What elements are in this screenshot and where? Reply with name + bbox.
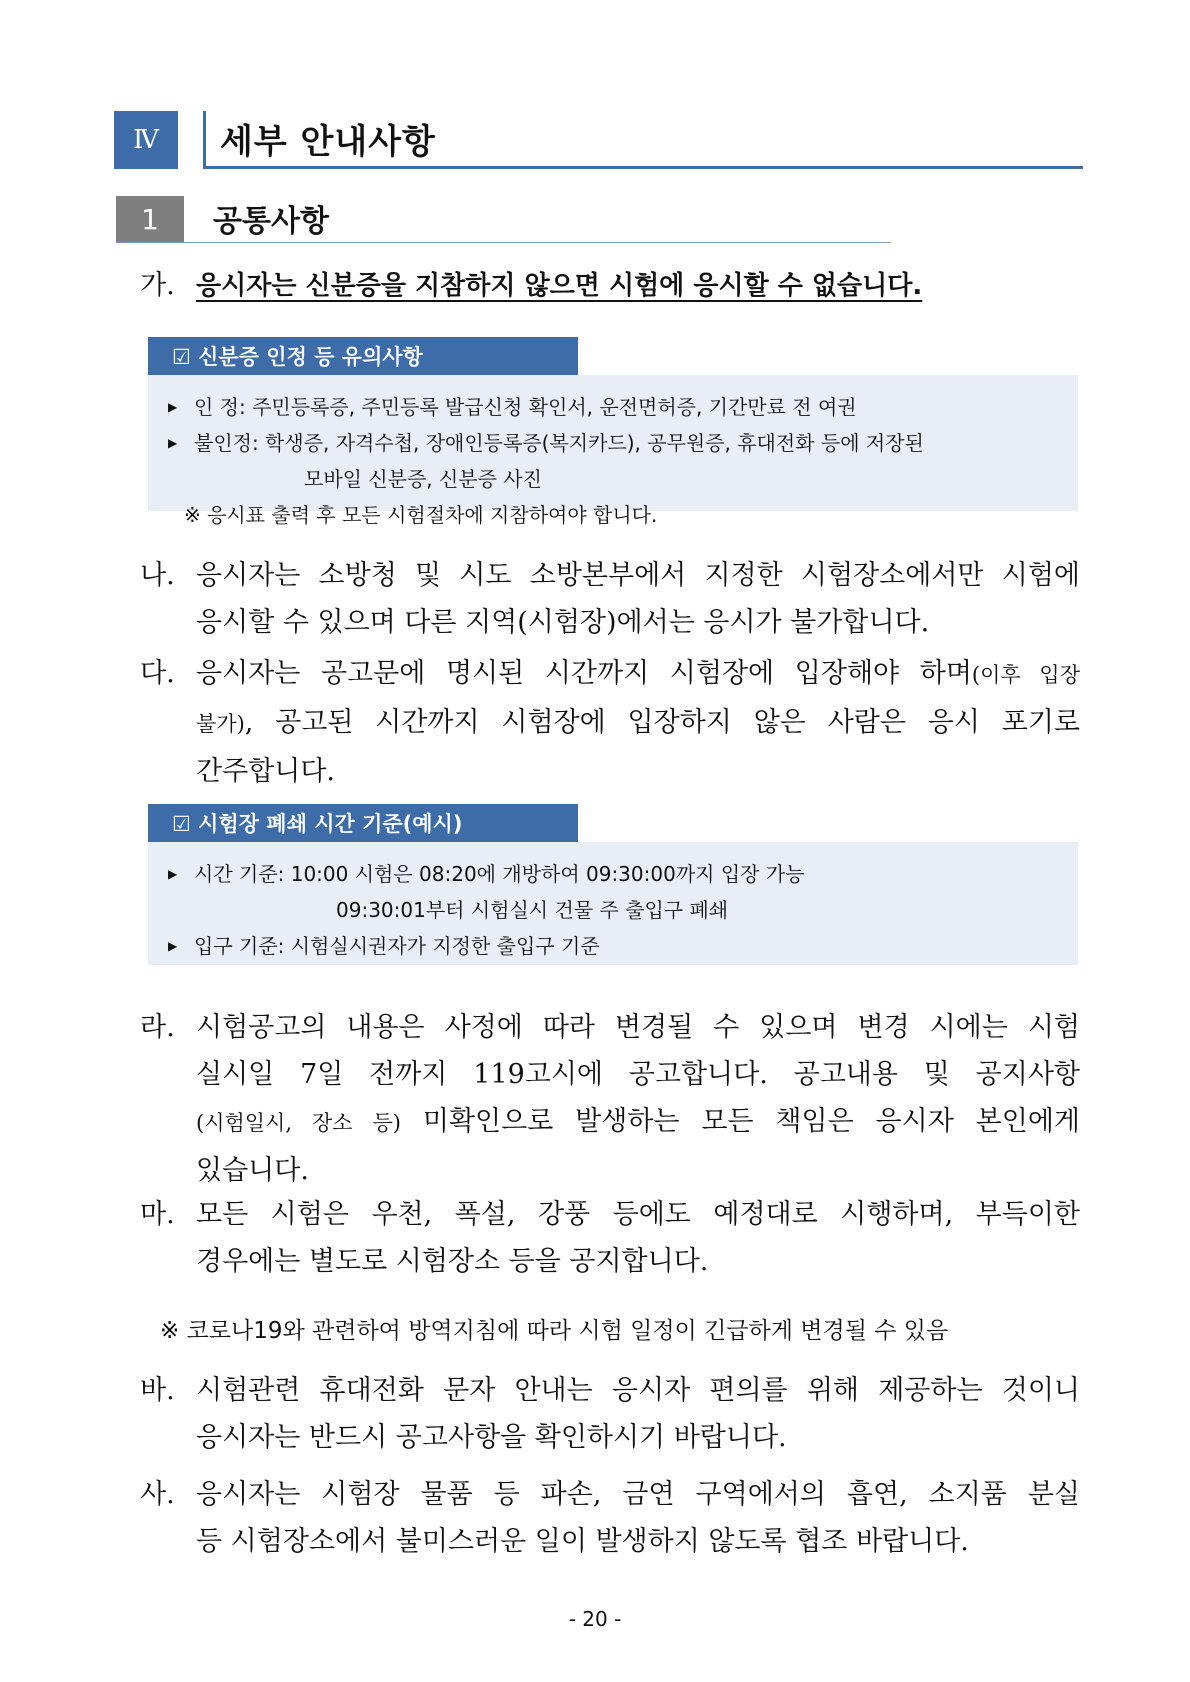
box-id-note: ※ 응시표 출력 후 모든 시험절차에 지참하여야 합니다. (184, 503, 658, 527)
item-text-underlined: 응시자는 신분증을 지참하지 않으면 시험에 응시할 수 없습니다. (196, 271, 923, 301)
item-line-small: (시험일시, 장소 등) (196, 1111, 402, 1135)
box-close-line: 09:30:01부터 시험실시 건물 주 출입구 폐쇄 (336, 898, 729, 922)
triangle-right-icon: ▶ (168, 400, 178, 414)
box-close-line: 입구 기준: 시험실시권자가 지정한 출입구 기준 (194, 934, 600, 958)
section-title: 공통사항 (213, 204, 329, 239)
box-id-line: 불인정: 학생증, 자격수첩, 장애인등록증(복지카드), 공무원증, 휴대전화 등에 저장된 (194, 431, 924, 455)
item-marker: 다. (140, 658, 175, 689)
item-line: 간주합니다. (196, 756, 335, 787)
item-line: 응시자는 소방청 및 시도 소방본부에서 지정한 시험장소에서만 시험에 (196, 560, 1080, 591)
box-close-line: 시간 기준: 10:00 시험은 08:20에 개방하여 09:30:00까지 입장 가능 (194, 862, 805, 886)
triangle-right-icon: ▶ (168, 867, 178, 881)
box-id-line: 인 정: 주민등록증, 주민등록 발급신청 확인서, 운전면허증, 기간만료 전 여권 (194, 395, 857, 419)
item-line: , 공고된 시간까지 시험장에 입장하지 않은 사람은 응시 포기로 (244, 707, 1080, 738)
item-line: 응시자는 공고문에 명시된 시간까지 시험장에 입장해야 하며 (196, 658, 972, 689)
item-line: 실시일 7일 전까지 119고시에 공고합니다. 공고내용 및 공지사항 (196, 1059, 1080, 1090)
chapter-underline (203, 166, 1083, 169)
item-na (140, 552, 1080, 646)
item-line: 응시자는 반드시 공고사항을 확인하시기 바랍니다. (196, 1422, 787, 1453)
chapter-title: 세부 안내사항 (220, 122, 436, 162)
section-number: 1 (116, 196, 184, 242)
item-da (140, 650, 1080, 795)
item-ma (140, 1191, 1080, 1285)
item-line: 시험공고의 내용은 사정에 따라 변경될 수 있으며 변경 시에는 시험 (196, 1012, 1080, 1043)
item-ra (140, 1004, 1080, 1194)
box-id-line: 모바일 신분증, 신분증 사진 (304, 467, 542, 491)
item-line: 경우에는 별도로 시험장소 등을 공지합니다. (196, 1246, 709, 1277)
item-line-small: 불가) (196, 712, 245, 736)
item-marker: 마. (140, 1199, 175, 1230)
item-marker: 라. (140, 1012, 175, 1043)
box-close-body (148, 842, 1078, 965)
item-line: 미확인으로 발생하는 모든 책임은 응시자 본인에게 (401, 1106, 1081, 1137)
item-line: 응시할 수 있으며 다른 지역(시험장)에서는 응시가 불가합니다. (196, 607, 930, 638)
item-line: 있습니다. (196, 1155, 309, 1186)
chapter-divider (203, 111, 206, 169)
item-line: 모든 시험은 우천, 폭설, 강풍 등에도 예정대로 시행하며, 부득이한 (196, 1199, 1080, 1230)
item-line: 시험관련 휴대전화 문자 안내는 응시자 편의를 위해 제공하는 것이니 (196, 1375, 1080, 1406)
chapter-number: Ⅳ (114, 111, 178, 169)
item-sa (140, 1471, 1080, 1565)
box-close-title: ☑ 시험장 폐쇄 시간 기준(예시) (148, 804, 578, 842)
triangle-right-icon: ▶ (168, 939, 178, 953)
item-line: 응시자는 시험장 물품 등 파손, 금연 구역에서의 흡연, 소지품 분실 (196, 1479, 1080, 1510)
section-underline (116, 242, 891, 243)
item-marker: 사. (140, 1479, 175, 1510)
item-line: 등 시험장소에서 불미스러운 일이 발생하지 않도록 협조 바랍니다. (196, 1526, 969, 1557)
item-marker: 나. (140, 560, 175, 591)
item-ga (140, 262, 1080, 310)
box-id-title: ☑ 신분증 인정 등 유의사항 (148, 337, 578, 375)
item-line-small: (이후 입장 (971, 663, 1080, 687)
item-ba (140, 1367, 1080, 1461)
item-marker: 바. (140, 1375, 175, 1406)
item-ma-note: ※ 코로나19와 관련하여 방역지침에 따라 시험 일정이 긴급하게 변경될 수 있음 (160, 1318, 949, 1344)
page-number: - 20 - (568, 1607, 622, 1631)
triangle-right-icon: ▶ (168, 436, 178, 450)
item-marker: 가. (140, 270, 175, 301)
box-id-body (148, 375, 1078, 527)
